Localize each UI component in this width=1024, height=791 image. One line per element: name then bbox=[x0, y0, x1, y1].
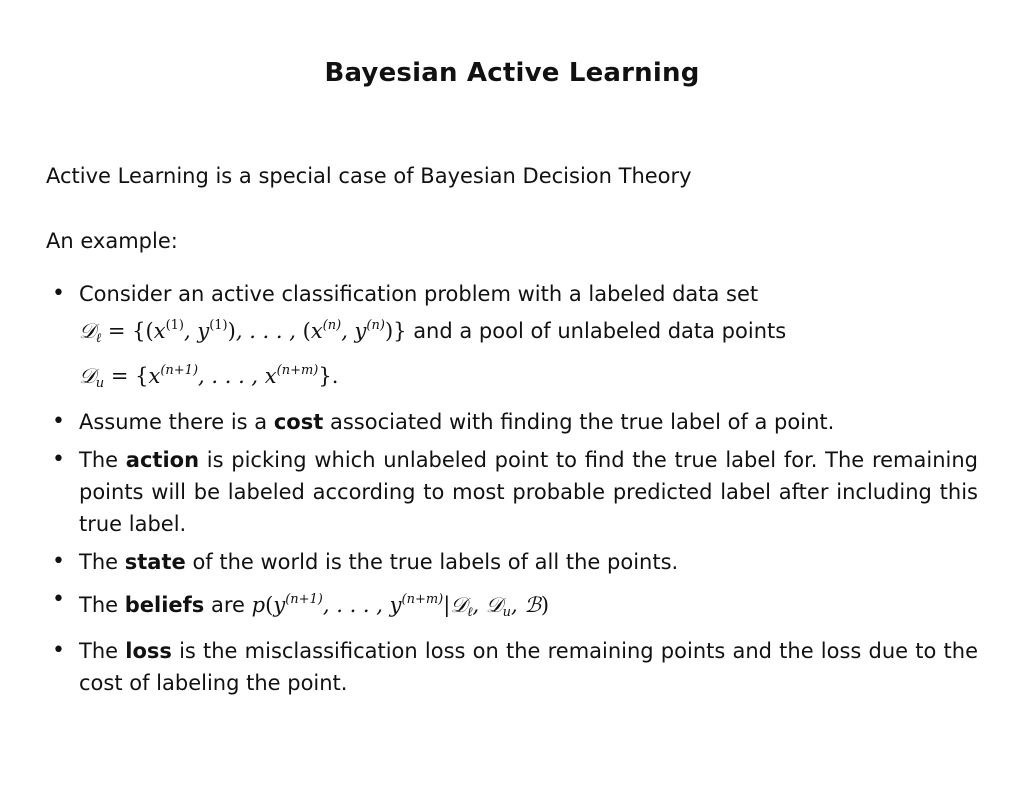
bullet-dot: • bbox=[52, 638, 65, 663]
bullet-6-pre: The bbox=[79, 639, 119, 663]
bullet-item-6 bbox=[46, 635, 978, 699]
bullet-2-pre: Assume there is a bbox=[79, 410, 268, 434]
bullet-5-pre: The bbox=[79, 593, 119, 617]
bullet-4-post: of the world is the true labels of all the points. bbox=[192, 550, 679, 574]
bullet-5-keyword: beliefs bbox=[124, 593, 205, 617]
example-label: An example: bbox=[46, 229, 178, 253]
intro-text: Active Learning is a special case of Bayesian Decision Theory bbox=[46, 164, 692, 188]
bullet-dot: • bbox=[52, 447, 65, 472]
bullet-item-1 bbox=[46, 278, 978, 400]
bullet-item-5 bbox=[46, 584, 978, 629]
bullet-dot: • bbox=[52, 409, 65, 434]
bullet-4-keyword: state bbox=[124, 550, 186, 574]
bullet-dot: • bbox=[52, 281, 65, 306]
beliefs-formula: $p(y^{(n+1)}$, . . . , $y^{(n+m)}|𝒟_\ell$, 𝒟$_u$, ℬ) bbox=[251, 592, 550, 620]
bullet-3-keyword: action bbox=[125, 448, 200, 472]
bullet-2-keyword: cost bbox=[273, 410, 324, 434]
bullet-3-pre: The bbox=[79, 448, 119, 472]
bullet-item-4 bbox=[46, 546, 978, 578]
bullet-5-mid: are bbox=[211, 593, 245, 617]
bullet-6-keyword: loss bbox=[125, 639, 172, 663]
bullet-6-post: is the misclassification loss on the remaining points and the loss due to the cost of labeling the point. bbox=[79, 639, 978, 695]
bullet-item-2 bbox=[46, 406, 978, 438]
bullet-3-post: is picking which unlabeled point to find the true label for. The remaining points will be labeled according to most probable predicted label after including this true label. bbox=[79, 448, 978, 536]
bullet-dot: • bbox=[52, 549, 65, 574]
slide-title: Bayesian Active Learning bbox=[324, 58, 700, 88]
labeled-set-formula: 𝒟$_\ell$ = {($x^{(1)}$, $y^{(1)}$), . . . , ($x^{(n)}$, $y^{(n)}$)} bbox=[79, 318, 407, 346]
bullet-2-post: associated with finding the true label of a point. bbox=[329, 410, 835, 434]
bullet-list bbox=[46, 278, 978, 705]
bullet-1-text-2: and a pool of unlabeled data points bbox=[413, 319, 787, 343]
bullet-item-3 bbox=[46, 444, 978, 540]
bullet-4-pre: The bbox=[79, 550, 119, 574]
bullet-1-text-1: Consider an active classification problem with a labeled data set bbox=[79, 282, 759, 306]
bullet-dot: • bbox=[52, 587, 65, 612]
unlabeled-set-formula: 𝒟$_u$ = {$x^{(n+1)}$, . . . , $x^{(n+m)}$}. bbox=[79, 363, 339, 391]
